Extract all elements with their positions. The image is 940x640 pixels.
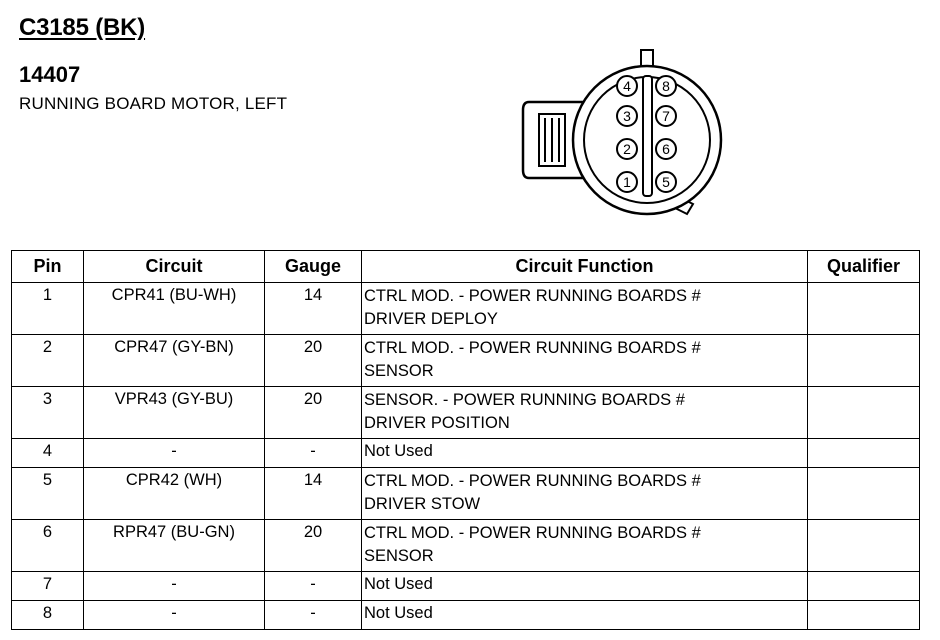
cell-circuit: - [84,601,265,630]
cell-circuit-function [362,572,808,601]
cell-pin: 4 [12,439,84,468]
pin-label: 4 [623,78,631,94]
function-line: CTRL MOD. - POWER RUNNING BOARDS # [364,524,701,542]
table-row [12,572,920,601]
cell-gauge: 20 [265,387,362,439]
cell-gauge: - [265,601,362,630]
cell-qualifier [808,572,920,601]
cell-qualifier [808,283,920,335]
function-line: CTRL MOD. - POWER RUNNING BOARDS # [364,287,701,305]
cell-circuit: VPR43 (GY-BU) [84,387,265,439]
cell-circuit: CPR42 (WH) [84,468,265,520]
table-row [12,387,920,439]
pin-label: 3 [623,108,631,124]
function-line: DRIVER STOW [364,494,481,513]
cell-pin: 3 [12,387,84,439]
pin-label: 8 [662,78,670,94]
header-gauge: Gauge [265,251,362,283]
cell-circuit-function [362,335,808,387]
table-row [12,439,920,468]
function-line: Not Used [364,575,433,593]
function-line: CTRL MOD. - POWER RUNNING BOARDS # [364,339,701,357]
cell-circuit-function [362,283,808,335]
header-pin: Pin [12,251,84,283]
cell-circuit: RPR47 (BU-GN) [84,520,265,572]
cell-circuit: CPR41 (BU-WH) [84,283,265,335]
part-number: 14407 [19,62,81,87]
function-line: DRIVER POSITION [364,413,510,432]
function-line: Not Used [364,604,433,622]
function-line: Not Used [364,442,433,460]
cell-pin: 6 [12,520,84,572]
function-line: SENSOR. - POWER RUNNING BOARDS # [364,391,685,409]
header-circuit-function: Circuit Function [362,251,808,283]
cell-pin: 1 [12,283,84,335]
cell-pin: 5 [12,468,84,520]
cell-circuit-function [362,468,808,520]
function-line: CTRL MOD. - POWER RUNNING BOARDS # [364,472,701,490]
cell-circuit-function [362,387,808,439]
cell-circuit: - [84,439,265,468]
table-row [12,335,920,387]
cell-qualifier [808,601,920,630]
cell-circuit-function [362,601,808,630]
cell-qualifier [808,468,920,520]
pin-label: 6 [662,141,670,157]
cell-circuit-function [362,439,808,468]
cell-qualifier [808,335,920,387]
cell-gauge: - [265,439,362,468]
cell-pin: 8 [12,601,84,630]
pin-label: 2 [623,141,631,157]
cell-qualifier [808,520,920,572]
table-row [12,601,920,630]
cell-gauge: 14 [265,283,362,335]
pinout-table [11,250,920,630]
cell-qualifier [808,439,920,468]
table-header-row [12,251,920,283]
header-qualifier: Qualifier [808,251,920,283]
connector-face-diagram [515,40,745,220]
table-row [12,520,920,572]
function-line: DRIVER DEPLOY [364,309,498,328]
function-line: SENSOR [364,361,434,380]
cell-pin: 2 [12,335,84,387]
cell-gauge: 20 [265,335,362,387]
cell-gauge: 14 [265,468,362,520]
cell-circuit: - [84,572,265,601]
cell-qualifier [808,387,920,439]
table-row [12,283,920,335]
pin-label: 5 [662,174,670,190]
component-description: RUNNING BOARD MOTOR, LEFT [19,94,288,113]
cell-circuit-function [362,520,808,572]
table-row [12,468,920,520]
pin-label: 1 [623,174,631,190]
connector-title: C3185 (BK) [19,14,146,41]
header-circuit: Circuit [84,251,265,283]
cell-gauge: - [265,572,362,601]
connector-face-icon [515,40,745,220]
function-line: SENSOR [364,546,434,565]
cell-pin: 7 [12,572,84,601]
cell-gauge: 20 [265,520,362,572]
pin-label: 7 [662,108,670,124]
cell-circuit: CPR47 (GY-BN) [84,335,265,387]
